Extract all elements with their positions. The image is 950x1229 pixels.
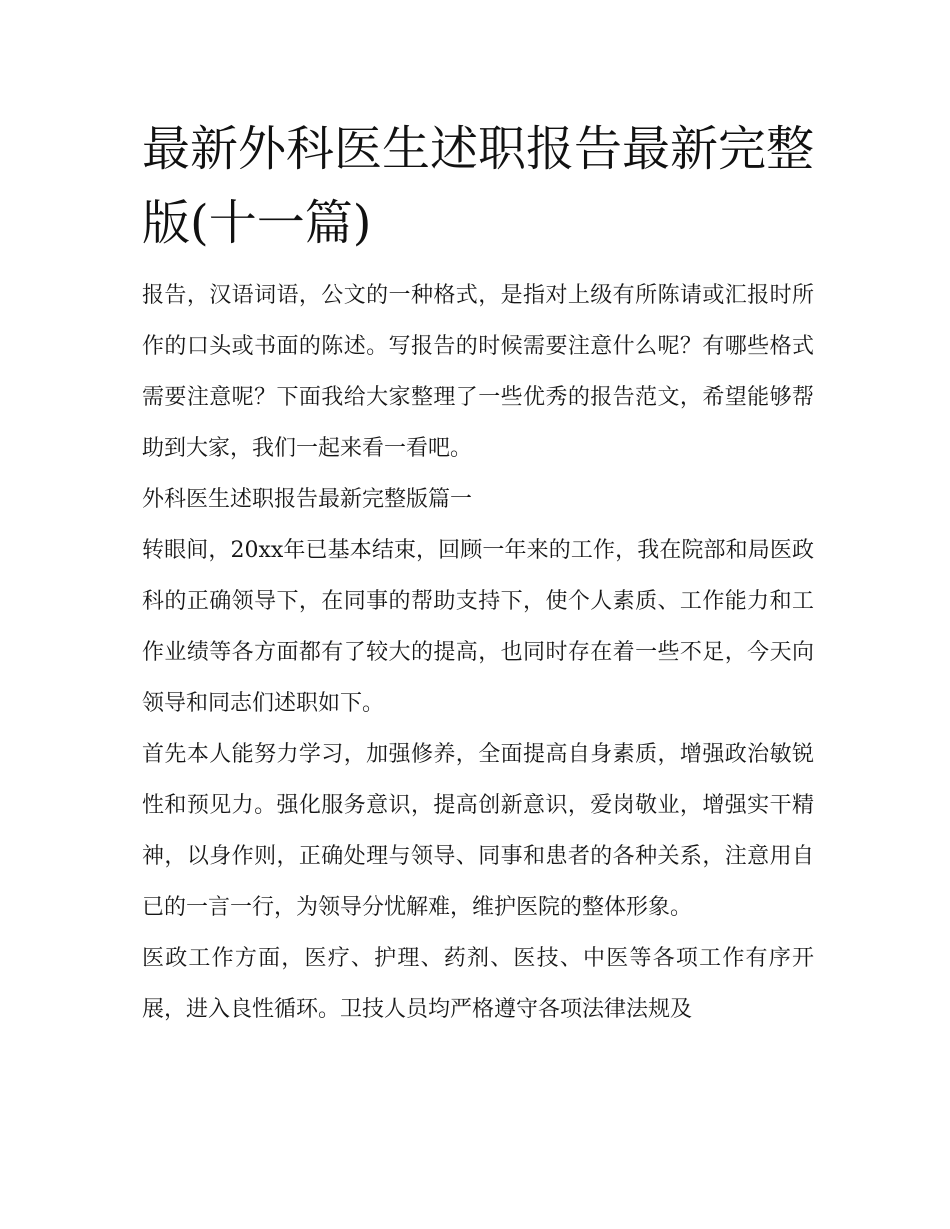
document-title: 最新外科医生述职报告最新完整版(十一篇) — [142, 121, 815, 251]
section-heading: 外科医生述职报告最新完整版篇一 — [142, 487, 473, 512]
intro-paragraph: 报告，汉语词语，公文的一种格式，是指对上级有所陈请或汇报时所作的口头或书面的陈述。写报告的时候需要注意什么呢？有哪些格式需要注意呢？下面我给大家整理了一些优秀的报告范文，希望能够帮助到大家，我们一起来看一看吧。 — [142, 283, 814, 461]
document-body — [142, 270, 814, 1035]
body-paragraph: 首先本人能努力学习，加强修养，全面提高自身素质，增强政治敏锐性和预见力。强化服务意识，提高创新意识，爱岗敬业，增强实干精神，以身作则，正确处理与领导、同事和患者的各种关系，注意用自已的一言一行，为领导分忧解难，维护医院的整体形象。 — [142, 742, 814, 920]
body-paragraph: 医政工作方面，医疗、护理、药剂、医技、中医等各项工作有序开展，进入良性循环。卫技人员均严格遵守各项法律法规及 — [142, 946, 814, 1022]
document-content — [142, 112, 814, 1035]
body-paragraph: 转眼间，20xx年已基本结束，回顾一年来的工作，我在院部和局医政科的正确领导下，在同事的帮助支持下，使个人素质、工作能力和工作业绩等各方面都有了较大的提高，也同时存在着一些不足，今天向领导和同志们述职如下。 — [142, 538, 814, 716]
